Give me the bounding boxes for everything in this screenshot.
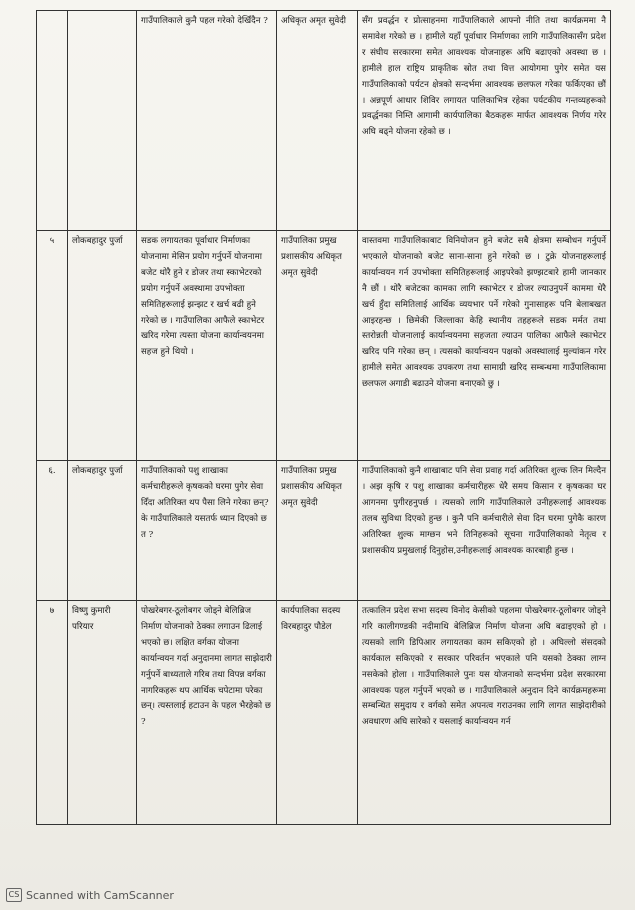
question-text: पोखरेबगर-ठूलोबगर जोड्ने बेलिब्रिज निर्माण योजनाको ठेक्का लगाउन ढिलाई भएको छ। लक्षित वर्गका योजना कार्यान्वयन गर्दा अनुदानमा लागत साझेदारी गर्नुपर्ने बाध्यताले गरिब तथा विपन्न वर्गका नागरिकहरू थप आर्थिक चपेटामा परेका छन्। त्यस्तलाई हटाउन के पहल भैरहेको छ ? (137, 601, 277, 825)
table-row (37, 11, 611, 231)
questioner-name: लोकबहादुर पुर्जा (68, 461, 137, 601)
answer-text: तत्कालिन प्रदेश सभा सदस्य विनोद केसीको पहलमा पोखरेबगर-ठूलोबगर जोड्ने गरि कालीगण्डकी नदीमाथि बेलिब्रिज निर्माण योजना अघि बढाइएको हो । त्यसको लागि डिपिआर लगायतका काम सकिएको हो । अघिल्लो संसदको कार्यकाल सकिएको र सरकार परिवर्तन भएकाले पनि यसको ठेक्का लाग्न नसकेको होला । गाउँपालिकाले पुनः यस योजनाको सन्दर्भमा प्रदेश सरकारमा आवश्यक पहल गर्नुपर्ने भएको छ । गाउँपालिकाले अनुदान दिने कार्यक्रमहरूमा सम्बन्धित समुदाय र वर्गको समेत अपनत्व गराउनका लागि लागत साझेदारीको अवधारण अघि सारेको र यसलाई कार्यान्वयन गर्न (358, 601, 611, 825)
responder-name: कार्यपालिका सदस्य विरबहादुर पौडेल (277, 601, 358, 825)
table-row (37, 601, 611, 825)
responder-name: गाउँपालिका प्रमुख प्रशासकीय अधिकृत अमृत सुवेदी (277, 461, 358, 601)
camscanner-logo-icon: CS (6, 888, 22, 902)
questioner-name: विष्णु कुमारी परियार (68, 601, 137, 825)
row-number: ५ (37, 231, 68, 461)
row-number: ६. (37, 461, 68, 601)
question-text: सडक लगायतका पूर्वाधार निर्माणका योजनामा मेसिन प्रयोग गर्नुपर्ने योजनामा बजेट थोरै हुने र डोजर तथा स्काभेटरको प्रयोग गर्नुपर्ने अवस्थामा उपभोक्ता समितिहरूलाई झन्झट र खर्च बढी हुने गरेको छ । गाउँपालिका आफैले स्काभेटर खरिद गरेमा त्यस्ता योजना कार्यान्वयनमा सहज हुने थियो । (137, 231, 277, 461)
table-row (37, 461, 611, 601)
scanner-watermark (6, 888, 174, 902)
question-text: गाउँपालिकाले कुनै पहल गरेको देखिँदैन ? (137, 11, 277, 231)
responder-name: गाउँपालिका प्रमुख प्रशासकीय अधिकृत अमृत सुवेदी (277, 231, 358, 461)
answer-text: वास्तवमा गाउँपालिकाबाट विनियोजन हुने बजेट सबै क्षेत्रमा सम्बोधन गर्नुपर्ने भएकाले योजनाको बजेट साना-साना हुने गरेको छ । टुक्रे योजनाहरूलाई कार्यान्वयन गर्न उपभोक्ता समितिहरूलाई आइपरेको झण्झटबारे हामी जानकार नै छौं । थोरै बजेटका कामका लागि स्काभेटर र डोजर ल्याउनुपर्ने काममा धेरै खर्च हुँदा समितिलाई आर्थिक व्ययभार पर्ने गरेको गुनासाहरू पनि बेलाबखत आइरहन्छ । छिमेकी जिल्लाका केहि स्थानीय तहहरूले सडक मर्मत तथा स्तरोन्नती योजनालाई कार्यान्वयनमा सहजता ल्याउन पालिका आफैले स्काभेटर खरिद पनि गरेका छन् । त्यसको कार्यान्वयन पक्षको अवस्थालाई मुल्यांकन गरेर हामीले समेत आवश्यक उपकरण तथा सामाग्री खरिद सम्बन्धमा गाउँपालिकामा छलफल अगाडी बढाउने योजना बनाएको छु । (358, 231, 611, 461)
scanner-watermark-text: Scanned with CamScanner (26, 888, 174, 902)
question-answer-table (36, 10, 611, 825)
table-row (37, 231, 611, 461)
row-number (37, 11, 68, 231)
row-number: ७ (37, 601, 68, 825)
answer-text: गाउँपालिकाको कुनै शाखाबाट पनि सेवा प्रवाह गर्दा अतिरिक्त शुल्क लिन मिल्दैन । अझ कृषि र पशु शाखाका कर्मचारीहरू धेरै समय किसान र कृषकका घर आगनमा पुगीरहनुपर्छ । त्यसको लागि गाउँपालिकाले उनीहरूलाई आवश्यक तलब सुविधा दिएको हुन्छ । कुनै पनि कर्मचारीले सेवा दिन घरमा पुगेकै कारण अतिरिक्त शुल्क माग्छन भने तिनिहरूको सूचना गाउँपालिकाको नेतृत्व र प्रशासकीय प्रमुखलाई दिनुहोस,उनीहरूलाई आवश्यक कारबाही हुन्छ । (358, 461, 611, 601)
responder-name: अधिकृत अमृत सुवेदी (277, 11, 358, 231)
answer-text: सँग प्रवर्द्धन र प्रोत्साहनमा गाउँपालिकाले आफ्नो नीति तथा कार्यक्रममा नै समावेश गरेको छ । हामीले यहाँ पूर्वाधार निर्माणका लागि गाउँपालिकासँग प्रदेश र संघीय सरकारमा समेत आवश्यक योजनाहरू अघि बढाएको अवस्था छ । हामीले हाल राष्ट्रिय प्राकृतिक स्रोत तथा वित्त आयोगमा पुगेर समेत यस गाउँपालिकाको पर्यटन क्षेत्रको सन्दर्भमा आवश्यक छलफल गरेका फर्किएका छौं । अन्नपूर्ण आधार शिविर लगायत पालिकाभित्र रहेका पर्यटकीय गन्तव्यहरूको प्रवर्द्धनका निम्ति आगामी कार्यपालिका बैठकहरू मार्फत आवश्यक निर्णय गरेर अघि बढ्ने योजना रहेको छ । (358, 11, 611, 231)
questioner-name (68, 11, 137, 231)
questioner-name: लोकबहादुर पुर्जा (68, 231, 137, 461)
question-text: गाउँपालिकाको पशु शाखाका कर्मचारीहरूले कृषकको घरमा पुगेर सेवा दिँदा अतिरिक्त थप पैसा लिने गरेका छन्? के गाउँपालिकाले यसतर्फ ध्यान दिएको छ त ? (137, 461, 277, 601)
